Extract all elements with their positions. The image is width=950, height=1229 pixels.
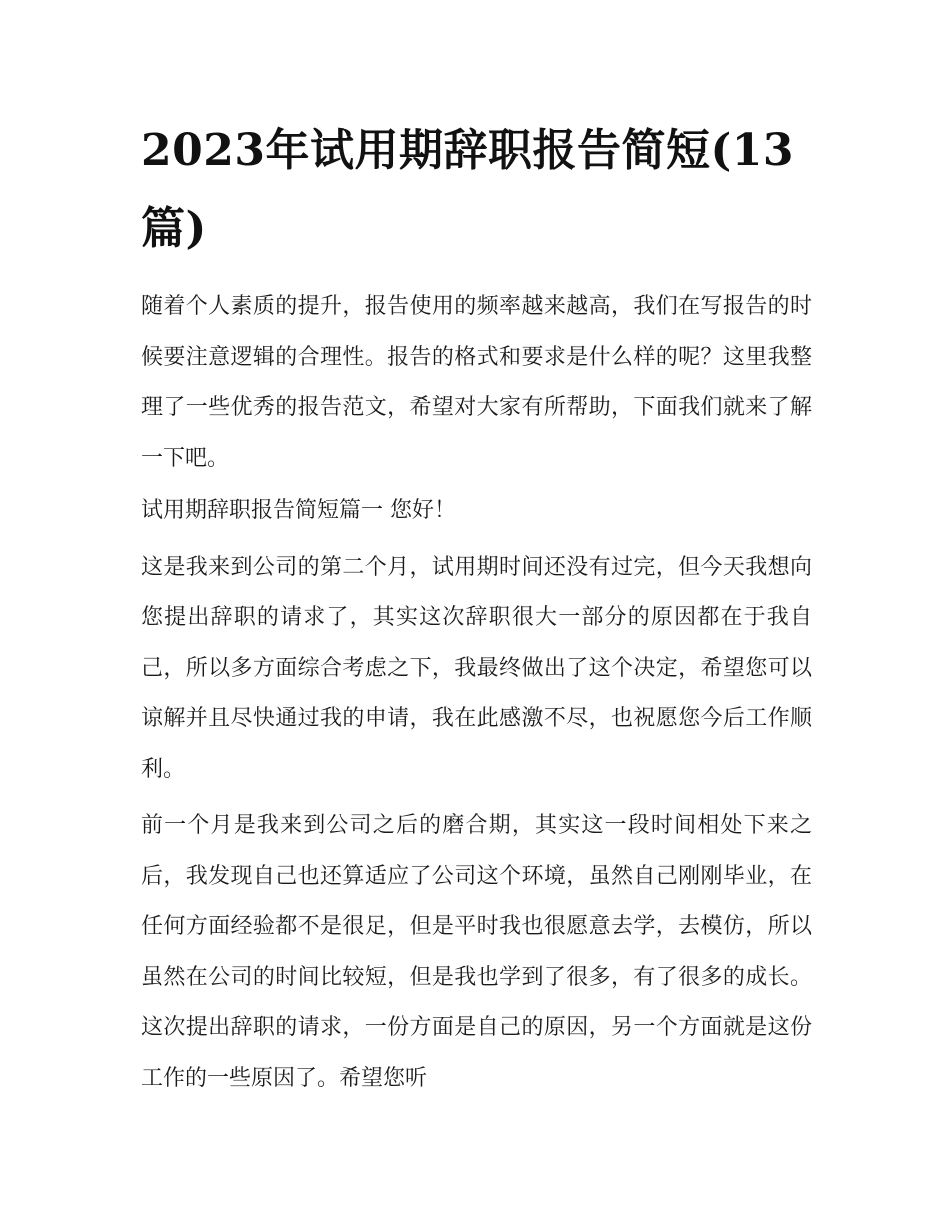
body-paragraph: 这是我来到公司的第二个月，试用期时间还没有过完，但今天我想向您提出辞职的请求了，其实这次辞职很大一部分的原因都在于我自己，所以多方面综合考虑之下，我最终做出了这个决定，希望您可以谅解并且尽快通过我的申请，我在此感激不尽，也祝愿您今后工作顺利。 [141, 554, 812, 782]
document-title: 2023年试用期辞职报告简短(13篇) [141, 125, 795, 254]
section-heading-paragraph: 试用期辞职报告简短篇一 您好！ [141, 498, 456, 523]
body-paragraph: 前一个月是我来到公司之后的磨合期，其实这一段时间相处下来之后，我发现自己也还算适应了公司这个环境，虽然自己刚刚毕业，在任何方面经验都不是很足，但是平时我也很愿意去学，去模仿，所以虽然在公司的时间比较短，但是我也学到了很多，有了很多的成长。这次提出辞职的请求，一份方面是自己的原因，另一个方面就是这份工作的一些原因了。希望您听 [141, 813, 812, 1091]
intro-paragraph: 随着个人素质的提升，报告使用的频率越来越高，我们在写报告的时候要注意逻辑的合理性。报告的格式和要求是什么样的呢？这里我整理了一些优秀的报告范文，希望对大家有所帮助，下面我们就来了解一下吧。 [141, 294, 812, 471]
